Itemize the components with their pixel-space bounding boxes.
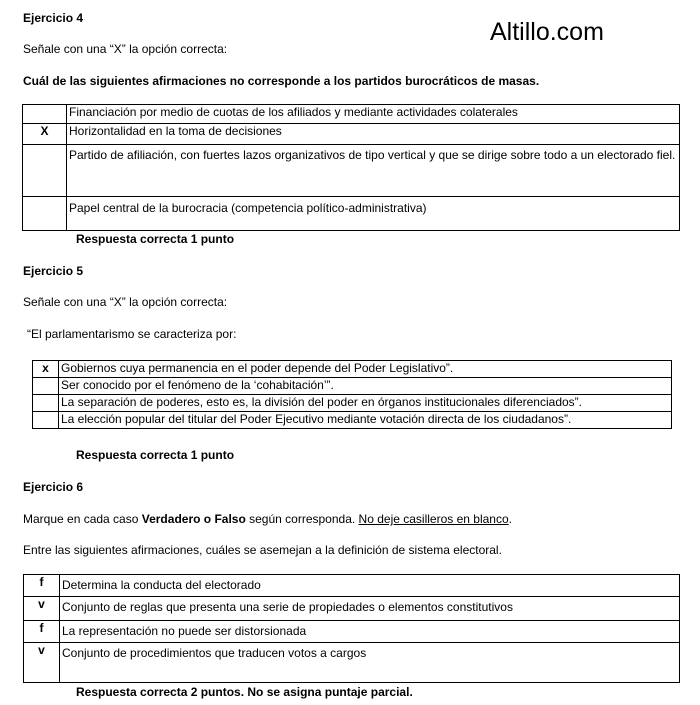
ex6-mark-4[interactable]: v [24, 643, 60, 683]
ex5-score: Respuesta correcta 1 punto [76, 448, 235, 462]
ex5-mark-2[interactable] [33, 378, 59, 395]
ex4-mark-4[interactable] [23, 197, 67, 231]
ex6-instruction-underline: No deje casilleros en blanco [358, 512, 509, 526]
table-row [33, 378, 672, 395]
ex5-mark-4[interactable] [33, 412, 59, 429]
table-row [24, 597, 680, 621]
ex6-option-2: Conjunto de reglas que presenta una serie de propiedades o elementos constitutivos [60, 597, 680, 621]
ex6-score: Respuesta correcta 2 puntos. No se asigna puntaje parcial. [76, 685, 413, 699]
ex5-title: Ejercicio 5 [23, 264, 84, 278]
table-row [24, 643, 680, 683]
ex4-score: Respuesta correcta 1 punto [76, 232, 235, 246]
table-row [33, 412, 672, 429]
ex4-option-3: Partido de afiliación, con fuertes lazos organizativos de tipo vertical y que se dirige sobre todo a un electorado fiel. [67, 145, 680, 197]
ex5-instruction: Señale con una “X” la opción correcta: [23, 295, 228, 309]
ex6-instruction-part2: según corresponda. [245, 512, 359, 526]
ex6-question: Entre las siguientes afirmaciones, cuáles se asemejan a la definición de sistema electoral. [23, 543, 502, 557]
ex5-option-3: La separación de poderes, esto es, la división del poder en órganos institucionales diferenciados”. [59, 395, 672, 412]
ex4-mark-2[interactable]: X [23, 124, 67, 145]
ex5-mark-3[interactable] [33, 395, 59, 412]
ex5-options-table [32, 360, 672, 429]
ex6-options-table [23, 574, 680, 683]
altillo-logo: Altillo.com [490, 18, 604, 46]
ex6-instruction-end: . [508, 512, 512, 526]
ex5-question: “El parlamentarismo se caracteriza por: [27, 327, 237, 341]
ex6-option-1: Determina la conducta del electorado [60, 575, 680, 597]
ex4-options-table [22, 104, 680, 231]
ex5-mark-1[interactable]: x [33, 361, 59, 378]
ex4-mark-3[interactable] [23, 145, 67, 197]
ex4-option-1: Financiación por medio de cuotas de los afiliados y mediante actividades colaterales [67, 105, 680, 124]
ex4-question: Cuál de las siguientes afirmaciones no corresponde a los partidos burocráticos de masas. [23, 74, 540, 88]
table-row [23, 197, 680, 231]
ex6-instruction [23, 512, 512, 526]
ex5-option-1: Gobiernos cuya permanencia en el poder depende del Poder Legislativo”. [59, 361, 672, 378]
table-row [23, 124, 680, 145]
ex6-option-3: La representación no puede ser distorsionada [60, 621, 680, 643]
ex6-mark-2[interactable]: v [24, 597, 60, 621]
ex5-option-2: Ser conocido por el fenómeno de la ‘cohabitación’”. [59, 378, 672, 395]
table-row [24, 621, 680, 643]
table-row [23, 145, 680, 197]
ex6-instruction-bold: Verdadero o Falso [141, 512, 246, 526]
ex5-option-4: La elección popular del titular del Poder Ejecutivo mediante votación directa de los ciudadanos”. [59, 412, 672, 429]
table-row [33, 395, 672, 412]
ex6-option-4: Conjunto de procedimientos que traducen votos a cargos [60, 643, 680, 683]
ex6-title: Ejercicio 6 [23, 480, 84, 494]
ex4-option-2: Horizontalidad en la toma de decisiones [67, 124, 680, 145]
ex4-option-4: Papel central de la burocracia (competencia político-administrativa) [67, 197, 680, 231]
table-row [33, 361, 672, 378]
ex4-instruction: Señale con una “X” la opción correcta: [23, 42, 228, 56]
ex6-instruction-part1: Marque en cada caso [23, 512, 142, 526]
table-row [24, 575, 680, 597]
ex4-mark-1[interactable] [23, 105, 67, 124]
ex6-mark-3[interactable]: f [24, 621, 60, 643]
ex4-title: Ejercicio 4 [23, 11, 84, 25]
table-row [23, 105, 680, 124]
ex6-mark-1[interactable]: f [24, 575, 60, 597]
